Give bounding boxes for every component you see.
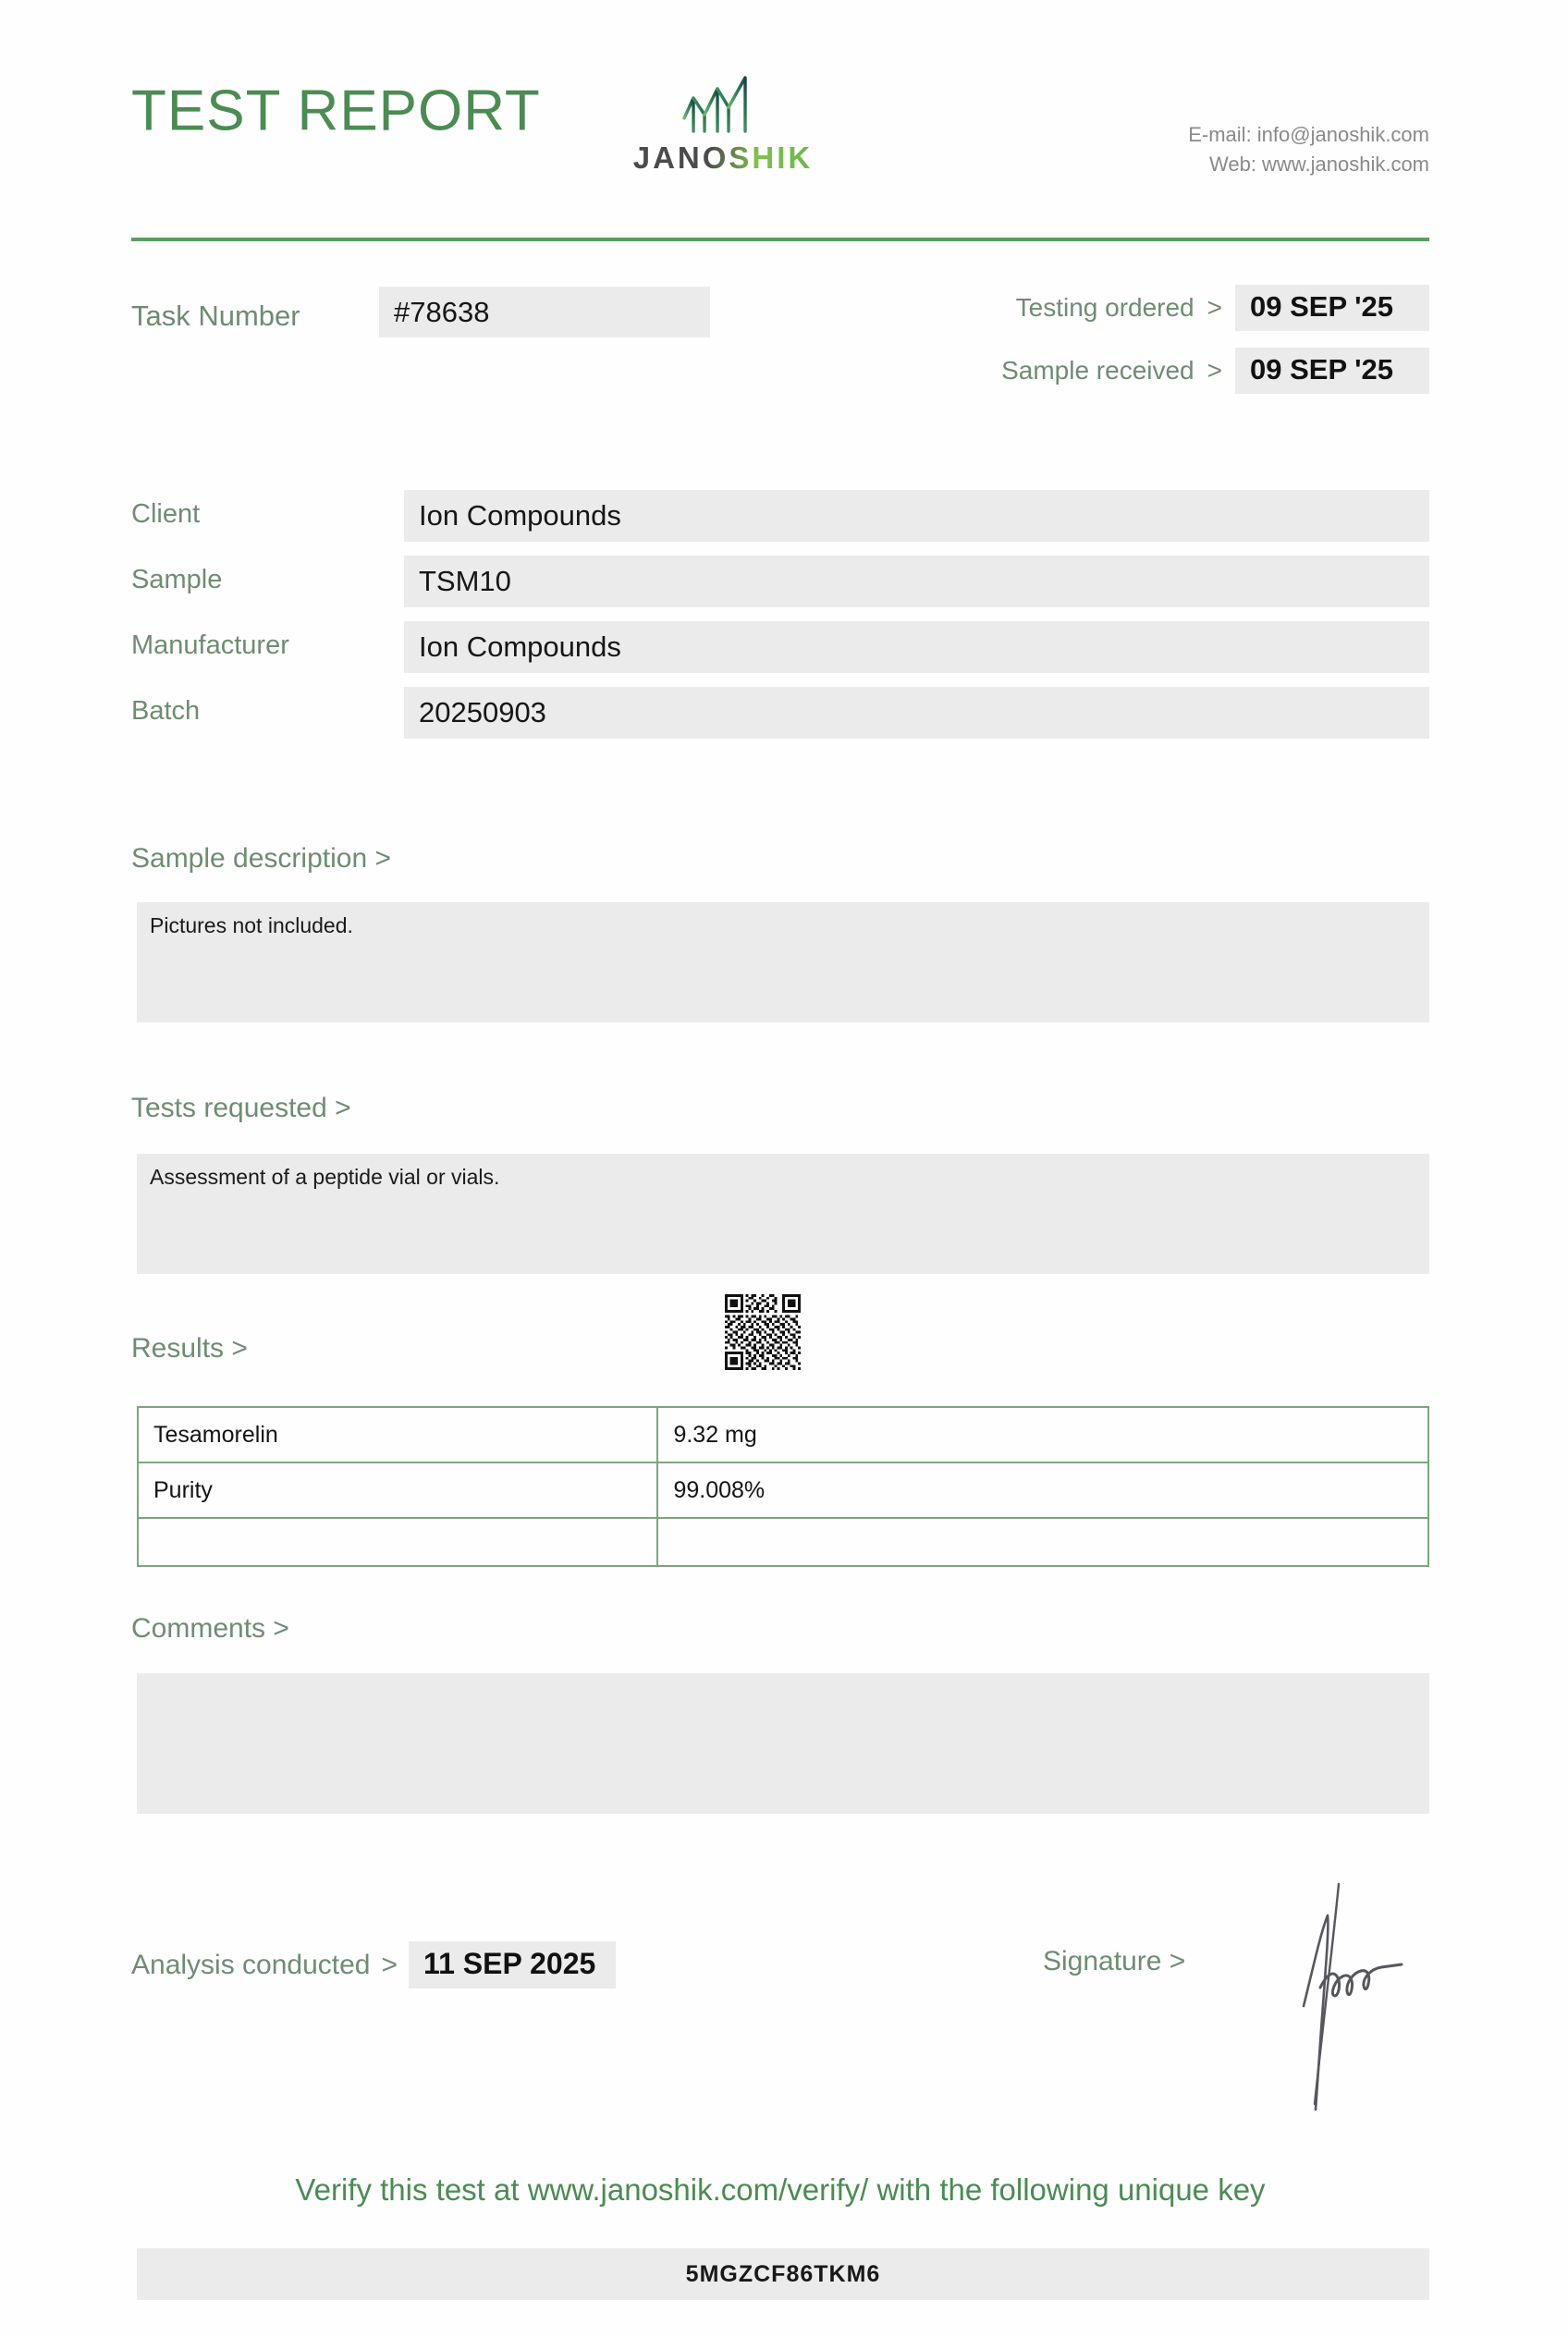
result-value: 9.32 mg (657, 1407, 1428, 1462)
sample-value: TSM10 (404, 556, 1429, 607)
results-heading: Results > (131, 1333, 248, 1364)
header-region (131, 0, 1429, 185)
analysis-conducted-row (131, 1941, 616, 1988)
batch-value: 20250903 (404, 687, 1429, 739)
task-number-value: #78638 (379, 287, 710, 337)
contact-email: E-mail: info@janoshik.com (1188, 123, 1429, 146)
analysis-conducted-label: Analysis conducted (131, 1949, 371, 1980)
info-row-client (131, 490, 1429, 556)
sample-received-label: Sample received (1001, 356, 1194, 385)
task-row (131, 287, 1429, 416)
report-header (131, 0, 1429, 185)
chevron-right-icon: > (381, 1949, 398, 1980)
signature-label: Signature > (1043, 1946, 1186, 1976)
result-value: 99.008% (657, 1462, 1428, 1518)
header-divider (131, 238, 1429, 241)
results-table (137, 1406, 1429, 1567)
qr-code-icon (725, 1294, 801, 1370)
dates-block (856, 285, 1429, 410)
janoshik-peaks-icon (680, 74, 766, 137)
task-number-label: Task Number (131, 300, 300, 332)
sample-received-value: 09 SEP '25 (1235, 348, 1429, 394)
table-row (138, 1407, 1428, 1462)
sample-description-box: Pictures not included. (137, 902, 1429, 1022)
info-row-manufacturer (131, 621, 1429, 687)
signature-mark (1267, 1877, 1442, 2117)
tests-requested-box: Assessment of a peptide vial or vials. (137, 1154, 1429, 1274)
comments-box (137, 1673, 1429, 1814)
result-name: Tesamorelin (138, 1407, 657, 1462)
table-row (138, 1518, 1428, 1566)
testing-ordered-label: Testing ordered (1015, 293, 1194, 322)
testing-ordered-value: 09 SEP '25 (1235, 285, 1429, 331)
page-title: TEST REPORT (131, 79, 541, 143)
tests-requested-heading: Tests requested > (131, 1093, 351, 1123)
sample-description-heading: Sample description > (131, 843, 391, 874)
result-value (657, 1518, 1428, 1566)
verify-instruction: Verify this test at www.janoshik.com/verify/ with the following unique key (295, 2172, 1266, 2207)
brand-logo (584, 74, 862, 176)
client-label: Client (131, 499, 201, 529)
client-value: Ion Compounds (404, 490, 1429, 542)
info-row-sample (131, 556, 1429, 621)
testing-ordered-row (856, 285, 1429, 331)
sample-received-row (856, 348, 1429, 394)
result-name: Purity (138, 1462, 657, 1518)
manufacturer-value: Ion Compounds (404, 621, 1429, 673)
brand-name: JANOSHIK (584, 141, 862, 176)
analysis-conducted-value: 11 SEP 2025 (409, 1941, 616, 1988)
unique-key-value: 5MGZCF86TKM6 (137, 2248, 1429, 2300)
batch-label: Batch (131, 696, 201, 726)
manufacturer-label: Manufacturer (131, 630, 289, 660)
contact-block (1188, 120, 1429, 179)
chevron-right-icon: > (1207, 356, 1222, 385)
sample-label: Sample (131, 565, 223, 594)
chevron-right-icon: > (1207, 293, 1222, 322)
table-row (138, 1462, 1428, 1518)
info-row-batch (131, 687, 1429, 752)
result-name (138, 1518, 657, 1566)
contact-web: Web: www.janoshik.com (1208, 152, 1429, 176)
sample-info-block (131, 490, 1429, 752)
comments-heading: Comments > (131, 1613, 289, 1644)
